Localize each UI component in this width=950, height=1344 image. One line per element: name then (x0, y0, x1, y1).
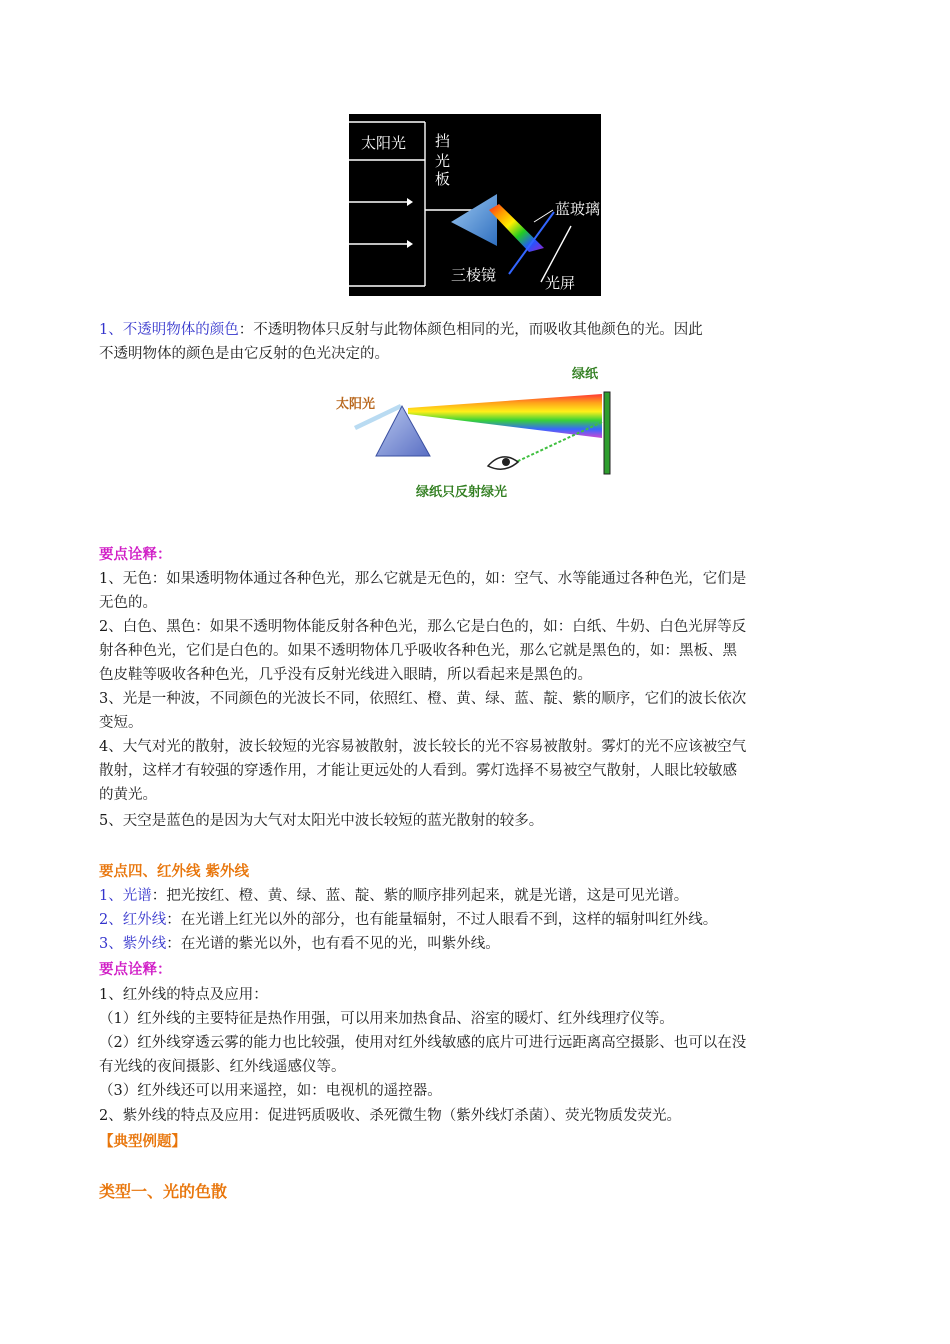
ultraviolet-term: 3、紫外线 (99, 936, 167, 952)
notes1-line-5: 色皮鞋等吸收各种色光，几乎没有反射光线进入眼睛，所以看起来是黑色的。 (99, 667, 592, 683)
spectrum-rays (489, 204, 544, 252)
infrared-text: ：在光谱上红光以外的部分，也有能量辐射，不过人眼看不到，这样的辐射叫红外线。 (166, 912, 718, 928)
notes1-line-7: 变短。 (99, 715, 143, 731)
label-blue-glass: 蓝玻璃 (555, 200, 601, 218)
opaque-term: 不透明物体的颜色 (122, 322, 239, 338)
notes2-line-1: 1、红外线的特点及应用： (99, 987, 268, 1003)
section4-item-1 (99, 886, 688, 906)
label-screen: 光屏 (545, 274, 576, 292)
section4-item-2 (99, 910, 717, 930)
notes1-line-8: 4、大气对光的散射，波长较短的光容易被散射，波长较长的光不容易被散射。雾灯的光不应该被空气 (99, 739, 747, 755)
typical-examples-heading: 【典型例题】 (99, 1133, 186, 1150)
ultraviolet-text: ：在光谱的紫光以外，也有看不见的光，叫紫外线。 (166, 936, 500, 952)
spectrum-text: ：把光按红、橙、黄、绿、蓝、靛、紫的顺序排列起来，就是光谱，这是可见光谱。 (151, 888, 689, 904)
section4-heading: 要点四、红外线 紫外线 (99, 863, 250, 880)
prism-dispersion-figure (349, 114, 601, 296)
figure2-caption: 绿纸只反射绿光 (416, 485, 508, 500)
notes1-line-6: 3、光是一种波，不同颜色的光波长不同，依照红、橙、黄、绿、蓝、靛、紫的顺序，它们的波长依次 (99, 691, 747, 707)
prism-shape (451, 194, 497, 246)
notes2-line-2: （1）红外线的主要特征是热作用强，可以用来加热食品、浴室的暖灯、红外线理疗仪等。 (99, 1011, 674, 1027)
label-green-paper: 绿纸 (572, 367, 599, 382)
notes2-heading: 要点诠释： (99, 961, 172, 978)
notes2-line-3: （2）红外线穿透云雾的能力也比较强，使用对红外线敏感的底片可进行远距离高空摄影、也可以在没 (99, 1035, 747, 1051)
label-board-1: 挡 (435, 132, 451, 150)
notes2-line-5: （3）红外线还可以用来遥控，如：电视机的遥控器。 (99, 1083, 442, 1099)
section4-item-3 (99, 934, 500, 954)
notes1-line-11: 5、天空是蓝色的是因为大气对太阳光中波长较短的蓝光散射的较多。 (99, 813, 544, 829)
spectrum-term: 1、光谱 (99, 888, 152, 904)
type1-heading: 类型一、光的色散 (99, 1182, 228, 1201)
notes2-line-4: 有光线的夜间摄影、红外线遥感仪等。 (99, 1059, 346, 1075)
label-board-3: 板 (435, 170, 451, 188)
opaque-color-line-1 (99, 320, 703, 340)
notes1-line-10: 的黄光。 (99, 787, 157, 803)
label-prism: 三棱镜 (451, 266, 497, 284)
spectrum-band (408, 394, 602, 438)
notes2-line-6: 2、紫外线的特点及应用：促进钙质吸收、杀死微生物（紫外线灯杀菌）、荧光物质发荧光。 (99, 1108, 681, 1124)
label-board-2: 光 (435, 152, 451, 170)
notes1-line-3: 2、白色、黑色：如果不透明物体能反射各种色光，那么它是白色的，如：白纸、牛奶、白色光屏等反 (99, 619, 747, 635)
label-sunlight-2: 太阳光 (336, 397, 376, 412)
opaque-color-line-2: 不透明物体的颜色是由它反射的色光决定的。 (99, 346, 389, 362)
opaque-number: 1、 (99, 322, 123, 338)
notes1-line-4: 射各种色光，它们是白色的。如果不透明物体几乎吸收各种色光，那么它就是黑色的，如：黑板、黑 (99, 643, 737, 659)
notes1-heading: 要点诠释： (99, 546, 172, 563)
infrared-term: 2、红外线 (99, 912, 167, 928)
arrow-heads (407, 198, 413, 248)
green-paper-board (604, 392, 610, 474)
opaque-text-1: ：不透明物体只反射与此物体颜色相同的光，而吸收其他颜色的光。因此 (238, 322, 703, 338)
notes1-line-2: 无色的。 (99, 595, 157, 611)
eye-icon (488, 457, 518, 469)
green-paper-figure (330, 362, 620, 506)
notes1-line-9: 散射，这样才有较强的穿透作用，才能让更远处的人看到。雾灯选择不易被空气散射，人眼比较敏感 (99, 763, 737, 779)
notes1-line-1: 1、无色：如果透明物体通过各种色光，那么它就是无色的，如：空气、水等能通过各种色光，它们是 (99, 571, 747, 587)
label-sunlight: 太阳光 (361, 134, 407, 152)
